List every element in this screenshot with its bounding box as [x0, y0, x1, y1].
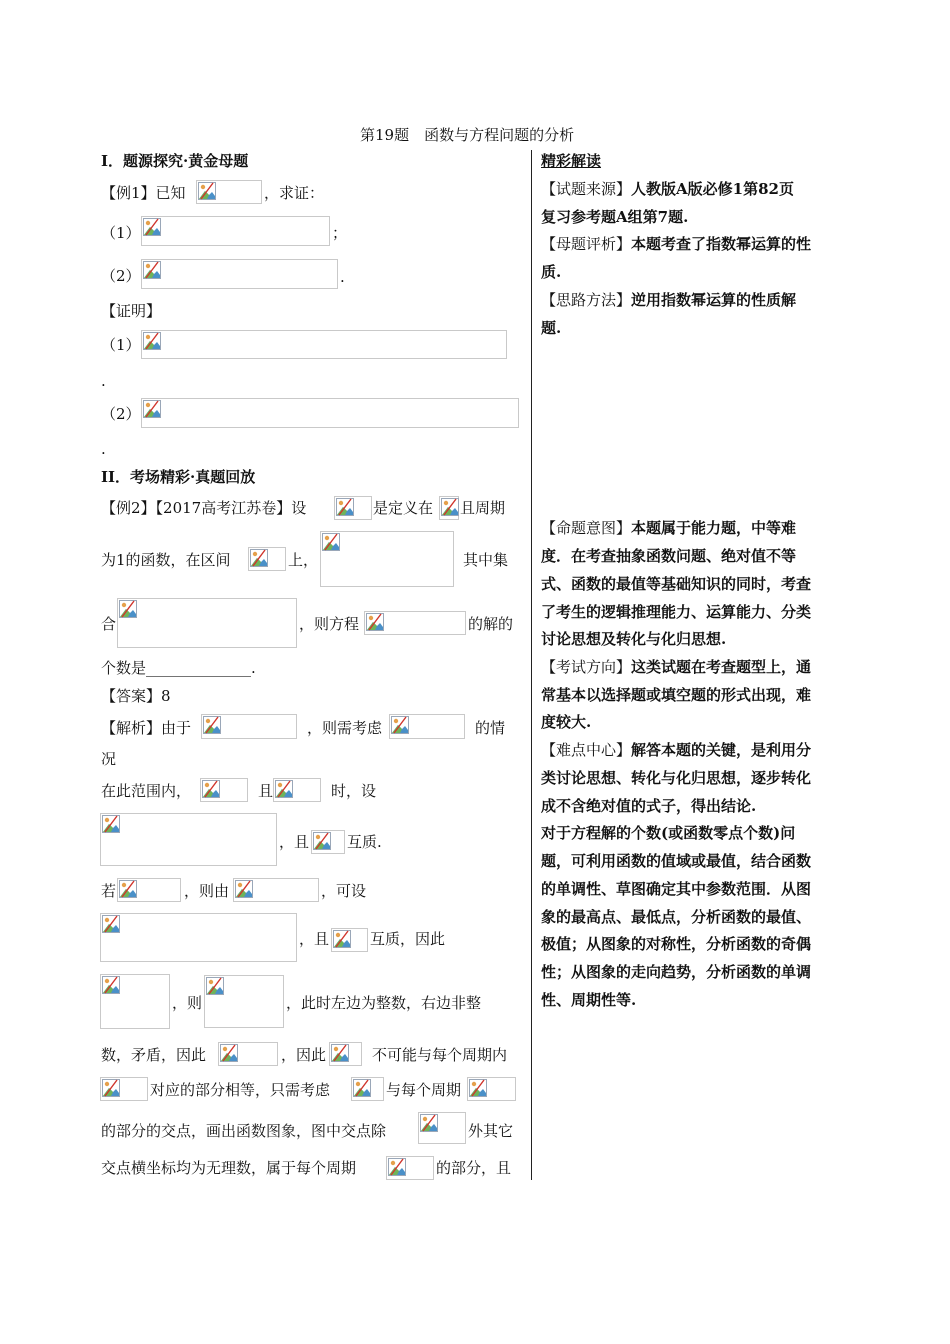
- page-title: 第19题 函数与方程问题的分析: [360, 126, 575, 144]
- text: 的情: [475, 719, 506, 737]
- broken-image-icon: [202, 780, 220, 798]
- text: 的部分的交点，画出函数图象，图中交点除: [101, 1122, 387, 1140]
- answer: 【答案】8: [101, 687, 171, 705]
- sidebar-line: [541, 233, 811, 255]
- broken-image-icon: [235, 880, 253, 898]
- formula-image: [117, 598, 297, 648]
- broken-image-icon: [102, 976, 120, 994]
- sidebar-line: 度．在考查抽象函数问题、绝对值不等: [541, 547, 797, 565]
- sidebar-text: 逆用指数幂运算的性质解: [631, 291, 797, 309]
- text: 数，矛盾，因此: [101, 1046, 207, 1064]
- text: 时，设: [331, 782, 377, 800]
- text: 且: [258, 782, 274, 800]
- item-label: （1）: [101, 336, 141, 354]
- sidebar-label: 【母题评析】: [541, 235, 632, 253]
- formula-image: [100, 913, 297, 962]
- broken-image-icon: [203, 716, 221, 734]
- sidebar-line: 象的最高点、最低点，分析函数的最值、: [541, 908, 812, 926]
- proof-label: 【证明】: [101, 302, 162, 320]
- formula-image: [248, 547, 286, 571]
- formula-image: [311, 830, 345, 854]
- sidebar-line: 度较大.: [541, 713, 592, 731]
- sidebar-line: 的单调性、草图确定其中参数范围．从图: [541, 880, 812, 898]
- formula-image: [334, 496, 372, 520]
- text: 的解的: [468, 615, 514, 633]
- text: 外其它: [468, 1122, 514, 1140]
- sidebar-line: 题，可利用函数的值域或最值，结合函数: [541, 852, 812, 870]
- text: ，则需考虑: [307, 719, 383, 737]
- sidebar-text: 本题考查了指数幂运算的性: [631, 235, 812, 253]
- sidebar-label: 【难点中心】: [541, 741, 632, 759]
- broken-image-icon: [102, 1079, 120, 1097]
- text: 不可能与每个周期内: [372, 1046, 508, 1064]
- sidebar-text: 这类试题在考查题型上，通: [631, 658, 812, 676]
- broken-image-icon: [469, 1079, 487, 1097]
- sidebar-line: 复习参考题A组第7题.: [541, 208, 689, 226]
- sidebar-line: [541, 739, 811, 761]
- formula-image: [200, 778, 248, 802]
- text: 合: [101, 615, 117, 633]
- sidebar-line: 式、函数的最值等基础知识的同时，考查: [541, 575, 812, 593]
- text: 的部分，且: [436, 1159, 512, 1177]
- sidebar-line: 讨论思想及转化与化归思想.: [541, 630, 727, 648]
- text: 是定义在: [373, 499, 434, 517]
- item-label: （1）: [101, 224, 141, 242]
- broken-image-icon: [420, 1114, 438, 1132]
- example-2-label: 【例2】【2017高考江苏卷】设: [101, 499, 307, 517]
- sidebar-line: [541, 178, 794, 200]
- formula-image: [273, 778, 321, 802]
- broken-image-icon: [388, 1158, 406, 1176]
- sidebar-line: [541, 656, 811, 678]
- text: ，则: [172, 994, 203, 1012]
- sidebar-label: 【考试方向】: [541, 658, 632, 676]
- text: ，因此: [281, 1046, 327, 1064]
- broken-image-icon: [198, 182, 216, 200]
- formula-image: [320, 531, 454, 587]
- sidebar-line: 性；从图象的走向趋势，分析函数的单调: [541, 963, 812, 981]
- broken-image-icon: [143, 218, 161, 236]
- sidebar-line: 了考生的逻辑推理能力、运算能力、分类: [541, 603, 812, 621]
- formula-image: [389, 714, 465, 739]
- text: 为1的函数，在区间: [101, 551, 231, 569]
- sidebar-label: 【思路方法】: [541, 291, 632, 309]
- broken-image-icon: [220, 1044, 238, 1062]
- sidebar-line: 类讨论思想、转化与化归思想，逐步转化: [541, 769, 812, 787]
- section-heading-2: II．考场精彩·真题回放: [101, 468, 256, 486]
- broken-image-icon: [119, 600, 137, 618]
- formula-image: [117, 878, 181, 902]
- section-heading-1: I．题源探究·黄金母题: [101, 152, 249, 170]
- broken-image-icon: [143, 400, 161, 418]
- text: .: [101, 440, 106, 458]
- sidebar-label: 【试题来源】: [541, 180, 632, 198]
- text: ，此时左边为整数，右边非整: [286, 994, 482, 1012]
- broken-image-icon: [119, 880, 137, 898]
- text: 若: [101, 882, 117, 900]
- text: 在此范围内，: [101, 782, 192, 800]
- broken-image-icon: [206, 977, 224, 995]
- sidebar-line: [541, 289, 796, 311]
- text: 且周期: [460, 499, 506, 517]
- text: 交点横坐标均为无理数，属于每个周期: [101, 1159, 357, 1177]
- broken-image-icon: [143, 332, 161, 350]
- item-label: （2）: [101, 267, 141, 285]
- broken-image-icon: [322, 533, 340, 551]
- formula-image: [100, 813, 277, 866]
- formula-image: [218, 1042, 278, 1066]
- text: .: [340, 268, 345, 286]
- formula-image: [204, 975, 284, 1028]
- formula-image: [329, 1042, 362, 1066]
- formula-image: [351, 1077, 384, 1101]
- formula-image: [386, 1156, 434, 1180]
- broken-image-icon: [336, 498, 354, 516]
- text: 其中集: [463, 551, 509, 569]
- item-label: （2）: [101, 405, 141, 423]
- text: 对应的部分相等，只需考虑: [150, 1081, 331, 1099]
- text: ，且: [279, 833, 310, 851]
- sidebar-line: 题.: [541, 319, 562, 337]
- text: ，则方程: [299, 615, 360, 633]
- formula-image: [364, 611, 466, 635]
- sidebar-line: 成不含绝对值的式子，得出结论.: [541, 797, 757, 815]
- text: .: [101, 372, 106, 390]
- broken-image-icon: [366, 613, 384, 631]
- text: ，可设: [321, 882, 367, 900]
- formula-image: [100, 1077, 148, 1101]
- text: 上，: [288, 551, 319, 569]
- column-divider: [531, 150, 532, 1180]
- broken-image-icon: [331, 1044, 349, 1062]
- formula-image: [196, 180, 262, 204]
- text: 个数是______________.: [101, 659, 256, 677]
- sidebar-line: [541, 517, 796, 539]
- text: ，且: [299, 930, 330, 948]
- analysis-label: 【解析】由于: [101, 719, 192, 737]
- sidebar-label: 【命题意图】: [541, 519, 632, 537]
- formula-image: [141, 330, 507, 359]
- formula-image: [141, 398, 519, 428]
- example-1-label: 【例1】已知: [101, 184, 186, 202]
- formula-image: [418, 1112, 466, 1144]
- broken-image-icon: [250, 549, 268, 567]
- sidebar-line: 对于方程解的个数(或函数零点个数)问: [541, 824, 796, 842]
- broken-image-icon: [275, 780, 293, 798]
- broken-image-icon: [333, 930, 351, 948]
- sidebar-text: 本题属于能力题，中等难: [631, 519, 797, 537]
- formula-image: [141, 259, 338, 289]
- broken-image-icon: [102, 915, 120, 933]
- broken-image-icon: [353, 1079, 371, 1097]
- formula-image: [439, 496, 459, 520]
- formula-image: [141, 216, 330, 246]
- formula-image: [233, 878, 319, 902]
- broken-image-icon: [313, 832, 331, 850]
- text: 况: [101, 750, 117, 768]
- sidebar-heading: 精彩解读: [541, 152, 602, 170]
- text: 互质.: [347, 833, 382, 851]
- formula-image: [201, 714, 297, 739]
- sidebar-line: 极值；从图象的对称性，分析函数的奇偶: [541, 935, 812, 953]
- text: ，求证：: [264, 184, 325, 202]
- sidebar-line: 质.: [541, 263, 562, 281]
- broken-image-icon: [441, 498, 459, 516]
- broken-image-icon: [143, 261, 161, 279]
- text: ，则由: [184, 882, 230, 900]
- broken-image-icon: [391, 716, 409, 734]
- broken-image-icon: [102, 815, 120, 833]
- formula-image: [467, 1077, 516, 1101]
- sidebar-text: 解答本题的关键，是利用分: [631, 741, 812, 759]
- text: 互质，因此: [370, 930, 446, 948]
- text: ；: [332, 224, 348, 242]
- formula-image: [100, 974, 170, 1029]
- sidebar-text: 人教版A版必修1第82页: [631, 180, 794, 198]
- sidebar-line: 性、周期性等.: [541, 991, 637, 1009]
- formula-image: [331, 928, 368, 952]
- text: 与每个周期: [386, 1081, 462, 1099]
- sidebar-line: 常基本以选择题或填空题的形式出现，难: [541, 686, 812, 704]
